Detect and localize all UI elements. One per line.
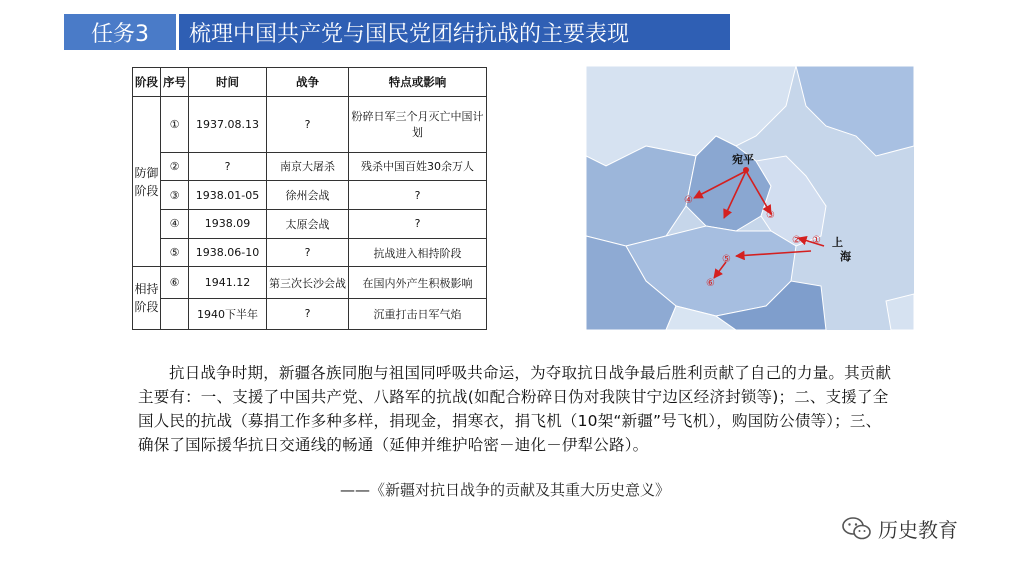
map-marker-3: ③: [766, 210, 775, 221]
cell-no: ⑤: [161, 238, 189, 267]
cell-effect: ?: [349, 181, 487, 210]
col-header-effect: 特点或影响: [349, 68, 487, 97]
col-header-war: 战争: [267, 68, 349, 97]
table-row: [133, 152, 487, 181]
cell-effect: 沉重打击日军气焰: [349, 298, 487, 329]
watermark-text: 历史教育: [878, 518, 958, 542]
table-header-row: [133, 68, 487, 97]
cell-time: 1938.06-10: [189, 238, 267, 267]
map-label-north: 宛平: [732, 153, 754, 166]
stage-stalemate: 相持阶段: [133, 267, 161, 330]
table-row: [133, 267, 487, 298]
table-row: [133, 96, 487, 152]
slide-title: 梳理中国共产党与国民党团结抗战的主要表现: [179, 14, 730, 50]
cell-effect: 粉碎日军三个月灭亡中国计划: [349, 96, 487, 152]
body-paragraph: 抗日战争时期，新疆各族同胞与祖国同呼吸共命运，为夺取抗日战争最后胜利贡献了自己的力量。其贡献主要有：一、支援了中国共产党、八路军的抗战(如配合粉碎日伪对我陕甘宁边区经济封锁等)；二、支援了全国人民的抗战（募捐工作多种多样，捐现金，捐寒衣，捐飞机（10架“新疆”号飞机），购国防公债等）；三、确保了国际援华抗日交通线的畅通（延伸并维护哈密－迪化－伊犁公路）。: [138, 364, 892, 454]
map-marker-5: ⑤: [722, 254, 731, 265]
cell-war: ?: [267, 238, 349, 267]
map-marker-6: ⑥: [706, 278, 715, 289]
col-header-time: 时间: [189, 68, 267, 97]
cell-effect: 残杀中国百姓30余万人: [349, 152, 487, 181]
cell-war: 南京大屠杀: [267, 152, 349, 181]
map-marker-2: ②: [792, 235, 801, 246]
cell-no: ④: [161, 209, 189, 238]
cell-no: ②: [161, 152, 189, 181]
cell-no: ③: [161, 181, 189, 210]
cell-no: ①: [161, 96, 189, 152]
wechat-icon: [842, 516, 872, 542]
battle-map: [586, 66, 914, 330]
source-citation: ——《新疆对抗日战争的贡献及其重大历史意义》: [340, 481, 671, 499]
cell-time: 1938.01-05: [189, 181, 267, 210]
map-marker-4: ④: [684, 195, 693, 206]
cell-time: ?: [189, 152, 267, 181]
cell-time: 1938.09: [189, 209, 267, 238]
task-label: 任务3: [64, 14, 176, 50]
watermark: [842, 514, 958, 543]
map-label-shanghai-2: 海: [840, 250, 851, 263]
slide-header: [64, 14, 730, 50]
map-label-shanghai-1: 上: [832, 236, 843, 249]
cell-effect: ?: [349, 209, 487, 238]
cell-war: 太原会战: [267, 209, 349, 238]
stage-defense: 防御阶段: [133, 96, 161, 267]
map-marker-1: ①: [812, 235, 821, 246]
table-row: [133, 298, 487, 329]
cell-war: ?: [267, 96, 349, 152]
cell-time: 1940下半年: [189, 298, 267, 329]
cell-time: 1937.08.13: [189, 96, 267, 152]
marker-north-dot: [743, 167, 749, 173]
table-row: [133, 238, 487, 267]
cell-war: 徐州会战: [267, 181, 349, 210]
col-header-stage: 阶段: [133, 68, 161, 97]
cell-war: ?: [267, 298, 349, 329]
cell-time: 1941.12: [189, 267, 267, 298]
cell-war: 第三次长沙会战: [267, 267, 349, 298]
cell-effect: 抗战进入相持阶段: [349, 238, 487, 267]
col-header-no: 序号: [161, 68, 189, 97]
cell-no: [161, 298, 189, 329]
battle-table: [132, 67, 487, 330]
table-row: [133, 209, 487, 238]
cell-effect: 在国内外产生积极影响: [349, 267, 487, 298]
cell-no: ⑥: [161, 267, 189, 298]
table-row: [133, 181, 487, 210]
